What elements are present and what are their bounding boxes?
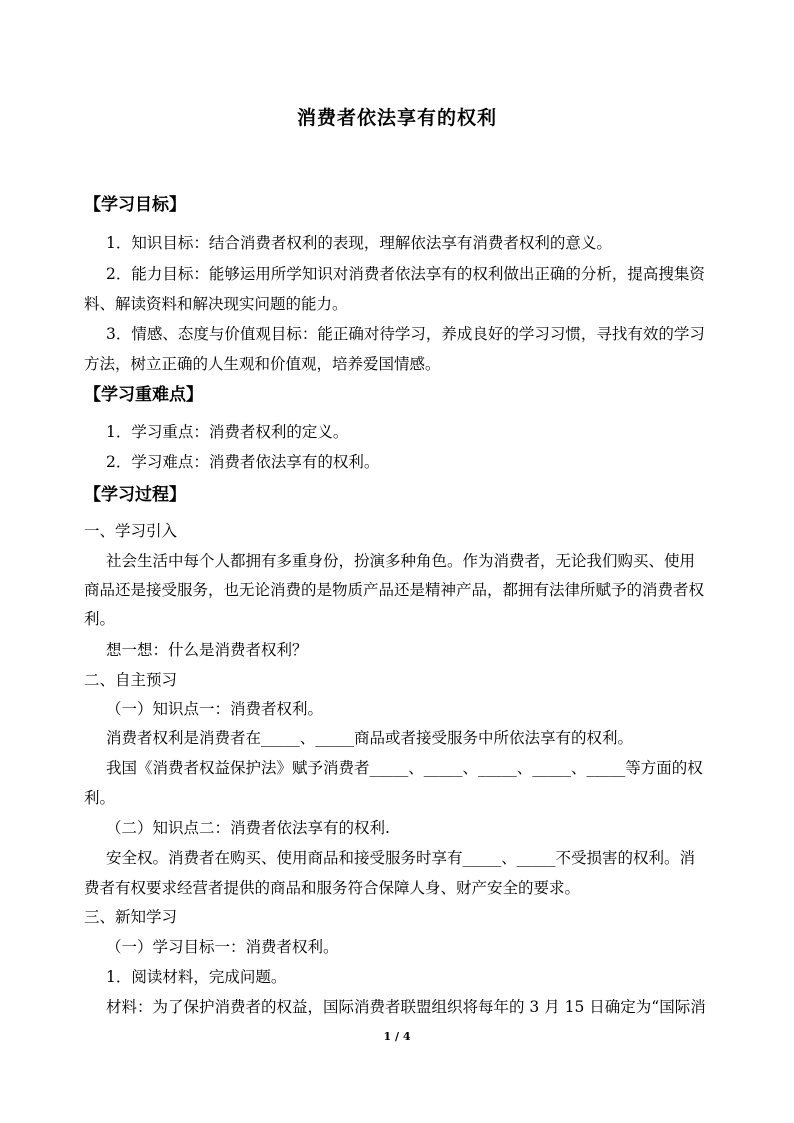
- knowledge-point: （一）学习目标一：消费者权利。: [106, 938, 339, 956]
- paragraph: 1．阅读材料，完成问题。: [106, 968, 287, 986]
- heading-key-points: 【学习重难点】: [84, 385, 203, 405]
- page-title: 消费者依法享有的权利: [296, 107, 497, 129]
- paragraph: 1．知识目标：结合消费者权利的表现，理解依法享有消费者权利的意义。: [106, 234, 612, 252]
- paragraph: 2．学习难点：消费者依法享有的权利。: [106, 453, 380, 471]
- paragraph: 安全权。消费者在购买、使用商品和接受服务时享有_____、_____不受损害的权利。消: [106, 849, 696, 867]
- knowledge-point: （二）知识点二：消费者依法享有的权利.: [106, 819, 390, 837]
- paragraph: 利。: [84, 789, 116, 807]
- paragraph: 材料：为了保护消费者的权益，国际消费者联盟组织将每年的 3 月 15 日确定为“国际消: [106, 998, 706, 1016]
- paragraph: 1．学习重点：消费者权利的定义。: [106, 423, 349, 441]
- paragraph: 利。: [84, 610, 116, 628]
- paragraph: 我国《消费者权益保护法》赋予消费者_____、_____、_____、_____、_____等方面的权: [106, 759, 703, 777]
- paragraph: 费者有权要求经营者提供的商品和服务符合保障人身、财产安全的要求。: [84, 879, 581, 897]
- section-title: 一、学习引入: [84, 522, 178, 540]
- paragraph: 料、解读资料和解决现实问题的能力。: [84, 295, 348, 313]
- paragraph: 社会生活中每个人都拥有多重身份，扮演多种角色。作为消费者，无论我们购买、使用: [106, 552, 696, 570]
- paragraph: 想一想：什么是消费者权利？: [106, 641, 308, 659]
- paragraph: 消费者权利是消费者在_____、_____商品或者接受服务中所依法享有的权利。: [106, 729, 634, 747]
- paragraph: 方法，树立正确的人生观和价值观，培养爱国情感。: [84, 355, 441, 373]
- paragraph: 2．能力目标：能够运用所学知识对消费者依法享有的权利做出正确的分析，提高搜集资: [106, 265, 705, 283]
- knowledge-point: （一）知识点一：消费者权利。: [106, 700, 324, 718]
- section-title: 三、新知学习: [84, 908, 178, 926]
- paragraph: 3．情感、态度与价值观目标：能正确对待学习，养成良好的学习习惯，寻找有效的学习: [106, 325, 705, 343]
- page-number: 1 / 4: [383, 1030, 411, 1043]
- paragraph: 商品还是接受服务，也无论消费的是物质产品还是精神产品，都拥有法律所赋予的消费者权: [84, 581, 705, 599]
- heading-learning-process: 【学习过程】: [84, 485, 186, 505]
- heading-learning-goals: 【学习目标】: [84, 195, 186, 215]
- section-title: 二、自主预习: [84, 671, 178, 689]
